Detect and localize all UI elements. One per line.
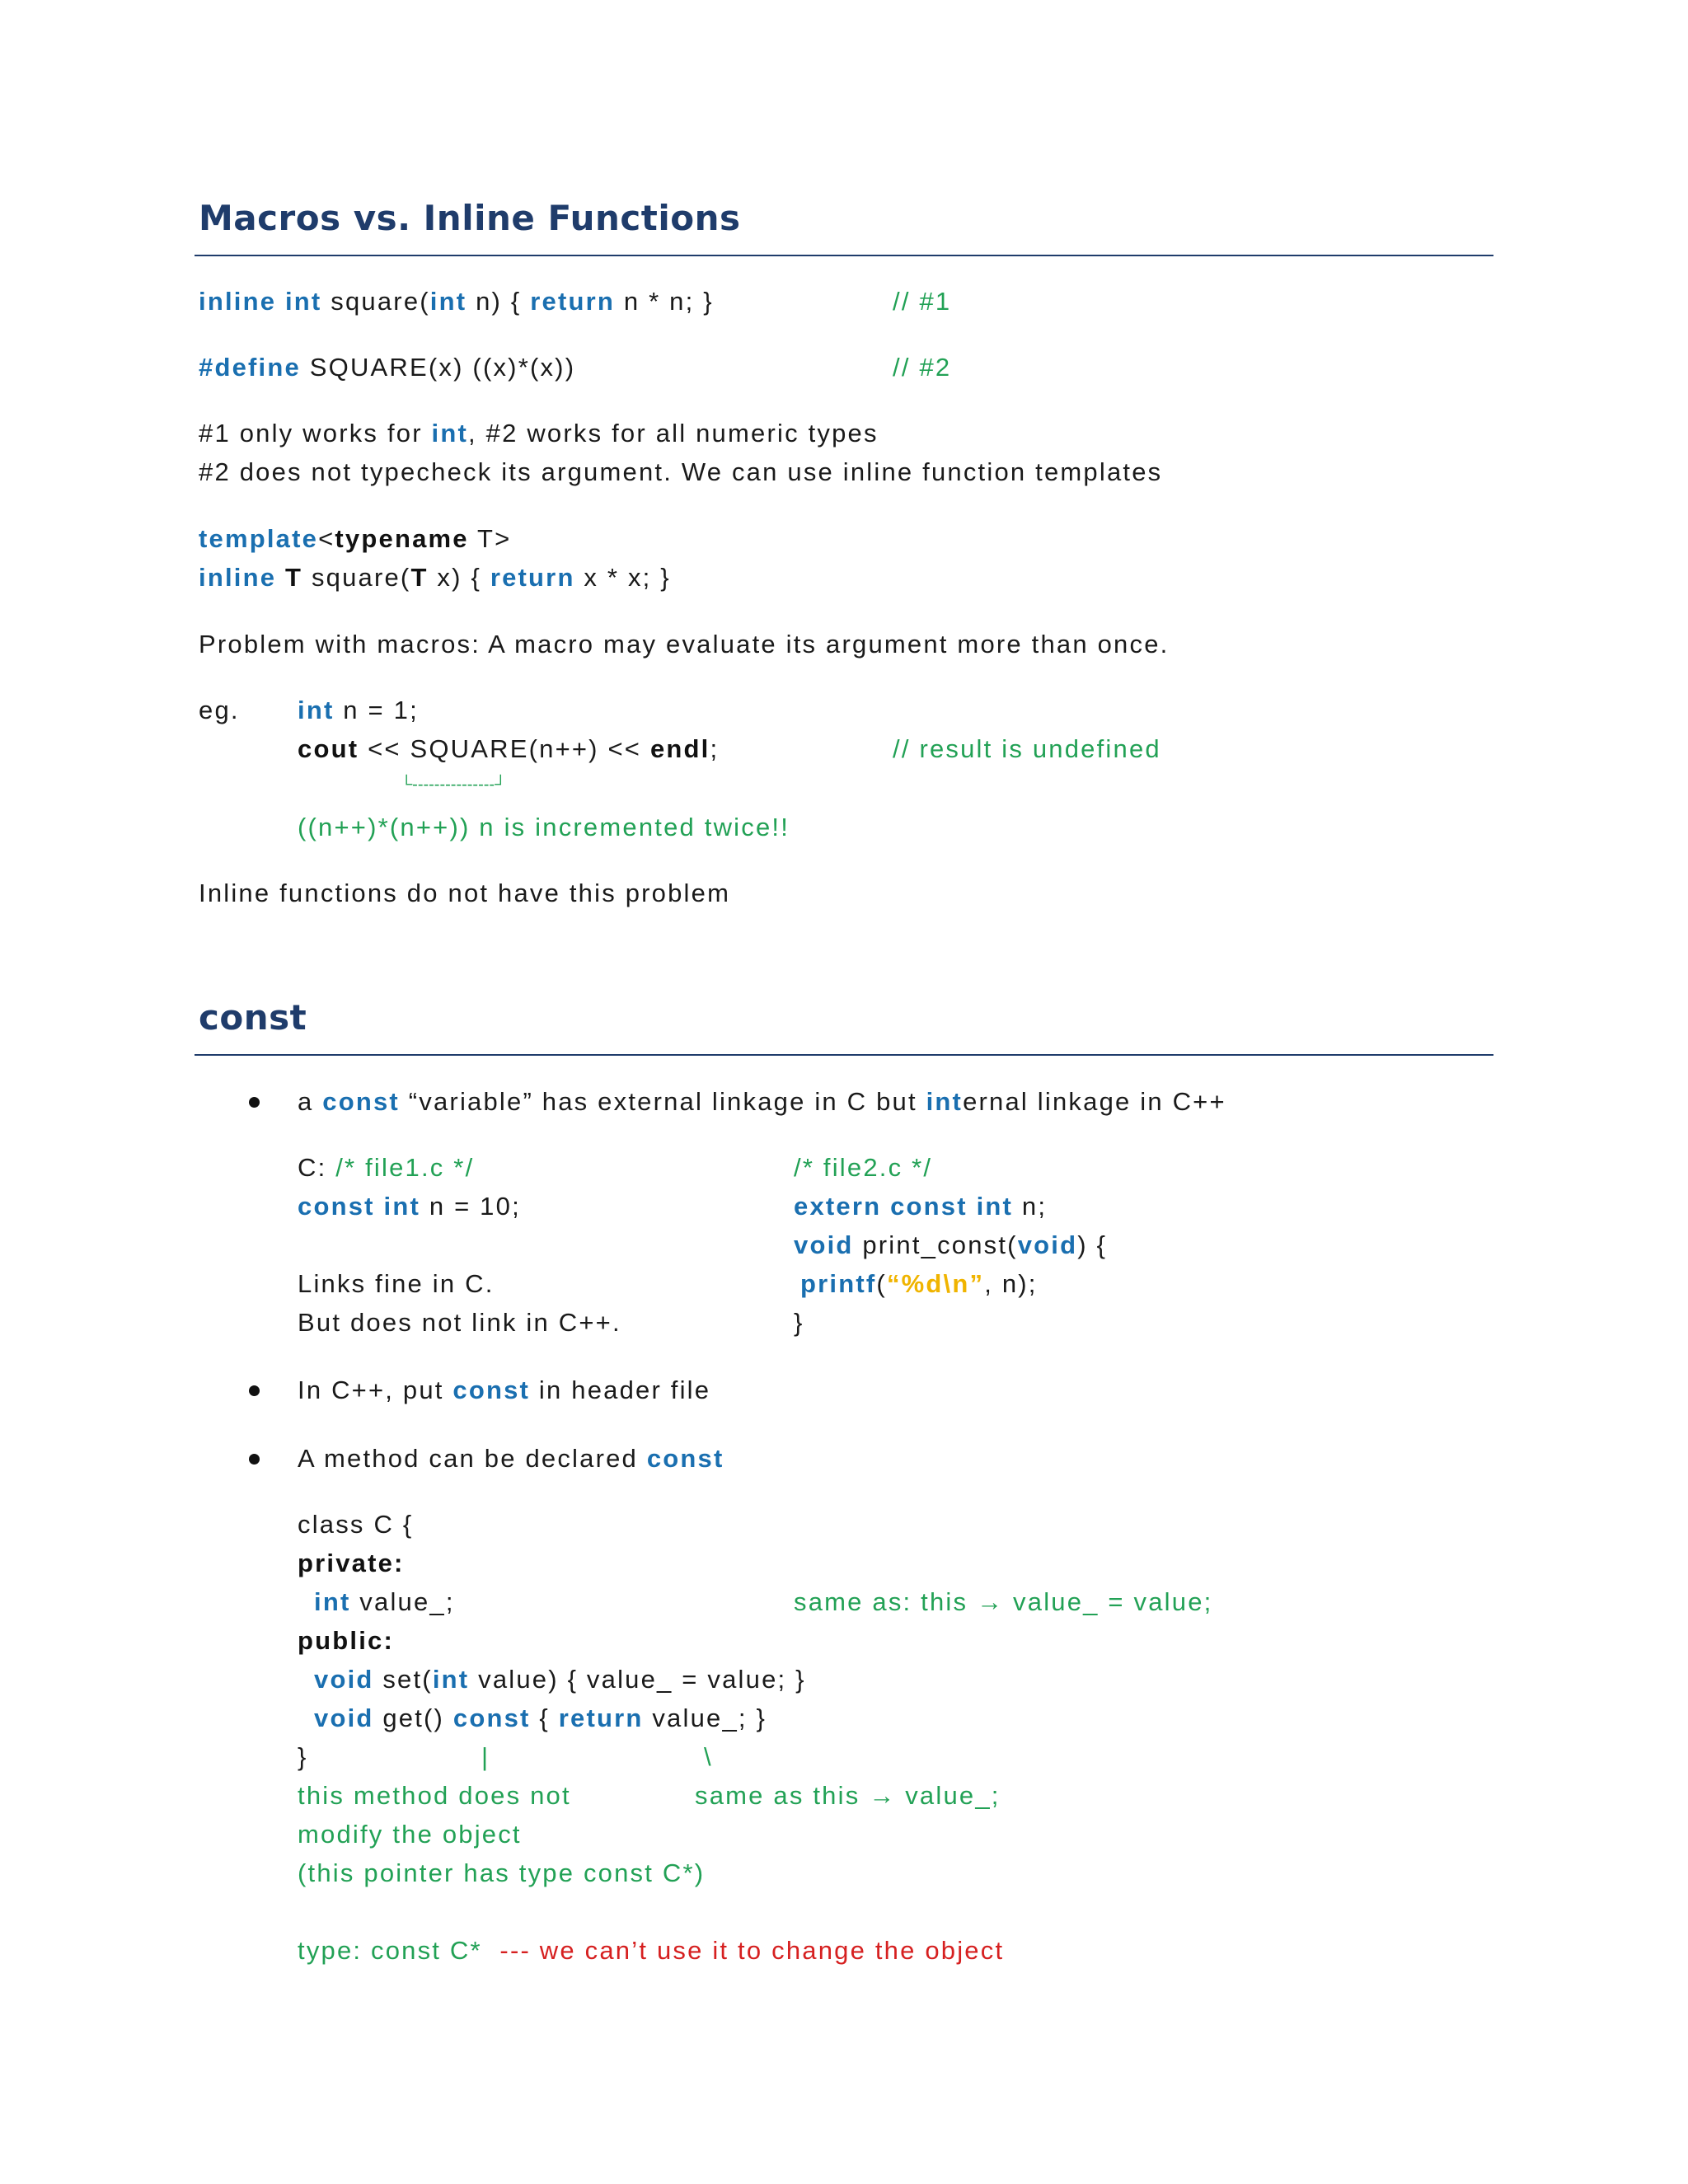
note-type-const: type: const C* --- we can’t use it to change the object [298,1936,1005,1965]
bracket-annotation: └---------------┘ [401,776,507,794]
code-public: public: [298,1626,394,1655]
example-label: eg. [199,696,240,724]
annotation-pipe: | [481,1742,490,1771]
code-value-member: int value_; [314,1587,455,1616]
note-no-modify-2: modify the object [298,1820,522,1849]
paragraph-int-only: #1 only works for int, #2 works for all numeric types [199,419,879,448]
bullet-header-file: In C++, put const in header file [298,1376,711,1404]
code-file2-extern: extern const int n; [794,1192,1048,1221]
code-example-int: int n = 1; [298,696,419,724]
bullet-icon [249,1454,260,1465]
note-same-as-set: same as: this → value_ = value; [794,1587,1213,1616]
code-comment-2: // #2 [893,353,952,382]
paragraph-macro-problem: Problem with macros: A macro may evaluate its argument more than once. [199,630,1170,658]
code-set-method: void set(int value) { value_ = value; } [314,1665,806,1694]
code-example-cout: cout << SQUARE(n++) << endl; [298,734,720,763]
code-private: private: [298,1549,405,1577]
note-no-link-cpp: But does not link in C++. [298,1308,621,1337]
code-comment-1: // #1 [893,287,952,316]
code-define-square: #define SQUARE(x) ((x)*(x)) [199,353,576,382]
code-file2-func: void print_const(void) { [794,1230,1108,1259]
bullet-const-method: A method can be declared const [298,1444,724,1473]
code-comment-undefined: // result is undefined [893,734,1161,763]
code-file2-close: } [794,1308,804,1337]
section-title-macros: Macros vs. Inline Functions [199,198,741,238]
code-get-method: void get() const { return value_; } [314,1704,767,1732]
note-links-in-c: Links fine in C. [298,1269,495,1298]
code-class-close: } [298,1742,308,1771]
code-template-square: inline T square(T x) { return x * x; } [199,563,671,592]
bullet-icon [249,1385,260,1396]
code-file1-label: C: /* file1.c */ [298,1153,475,1182]
annotation-slash: \ [704,1742,713,1771]
bullet-linkage: a const “variable” has external linkage in C but internal linkage in C++ [298,1087,1226,1116]
section-title-const: const [199,997,307,1038]
note-no-modify-1: this method does not [298,1781,571,1810]
code-template-line: template<typename T> [199,524,512,553]
code-file2-printf: printf(“%d\n”, n); [800,1269,1038,1298]
section-divider [195,255,1493,256]
paragraph-inline-no-problem: Inline functions do not have this problem [199,879,731,907]
note-incremented-twice: ((n++)*(n++)) n is incremented twice!! [298,813,790,841]
note-same-as-get: same as this → value_; [695,1781,1001,1810]
code-inline-square: inline int square(int n) { return n * n; } [199,287,714,316]
code-class-open: class C { [298,1510,414,1539]
code-file1-const: const int n = 10; [298,1192,521,1221]
paragraph-typecheck: #2 does not typecheck its argument. We can use inline function templates [199,457,1163,486]
note-this-pointer: (this pointer has type const C*) [298,1858,706,1887]
code-file2-label: /* file2.c */ [794,1153,933,1182]
bullet-icon [249,1097,260,1108]
section-divider [195,1054,1493,1056]
